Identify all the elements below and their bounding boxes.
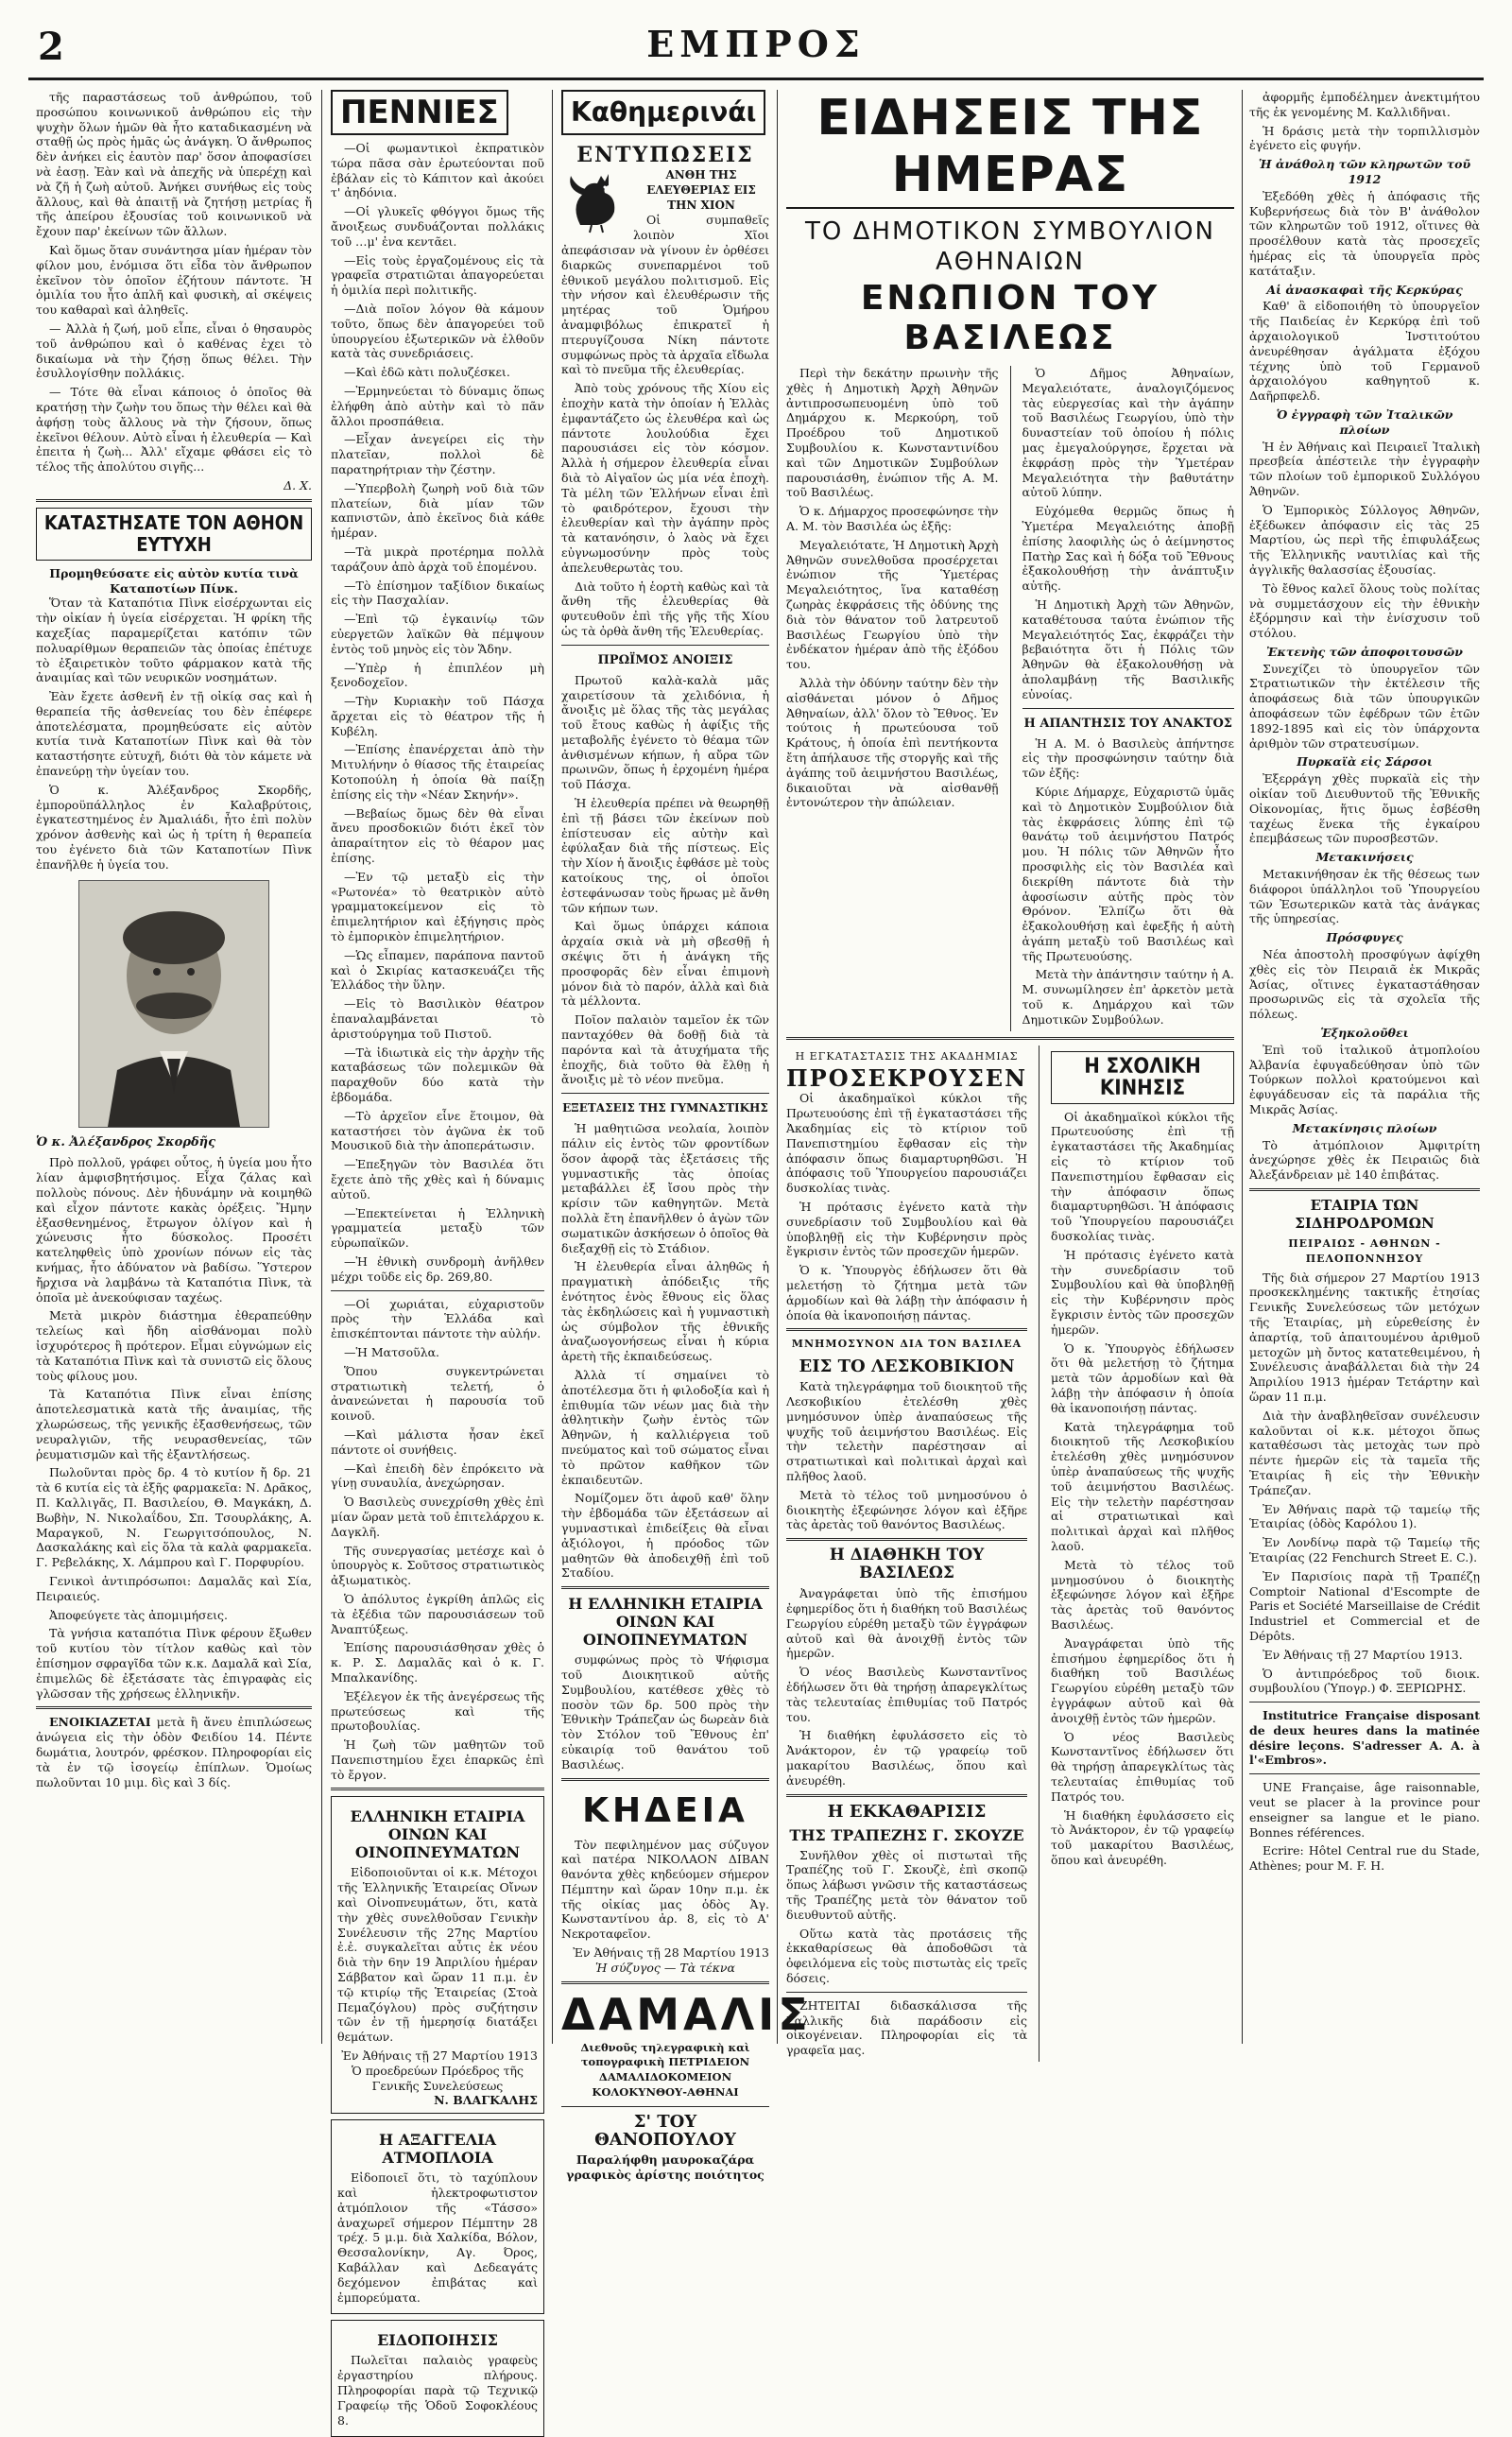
paragraph: Ἀπὸ τοὺς χρόνους τῆς Χίου εἰς ἐποχὴν κατὰ τὴν ὁποίαν ἡ Ἑλλὰς ἐμφαντάζετο ὡς ἐλευθέρα καὶ ὡς πάντοτε λουλούδια ἔχει παρουσιάσει εἰς τὸν κόσμον. Ἀλλὰ ἡ σήμερον ἐλευθερία εἶναι διὰ τὸ Αἰγαῖον ὡς μία νέα ἐποχὴ. Τὰ μέλη τῶν Ἑλλήνων εἶναι ἐπὶ τὸ φαιδρότερον, ἔχουσι τὴν ἐλευθερίαν καὶ τὴν ἀγάπην πρὸς τὰ κατανόησιν, ὁ λαὸς νὰ ἔχει εὐγνωμοσύνην πρὸς τοὺς ἀπελευθερωτὰς του. <box>561 381 769 575</box>
article-text <box>561 1121 769 1581</box>
column-3 <box>561 90 812 2182</box>
column-1 <box>36 90 312 2044</box>
paragraph: —Βεβαίως ὅμως δὲν θὰ εἶναι ἄνευ προσδοκιῶν διότι ἐκεῖ τὸν ἀπαραίτητον εἰς τὸ θέαρον μας ἐπίσης. <box>331 805 544 866</box>
paragraph: —Ἐπεξηγῶν τὸν Βασιλέα ὅτι ἔχετε ἀπὸ τῆς χθὲς καὶ ἡ δύναμις αὐτοῦ. <box>331 1157 544 1201</box>
paragraph: ἀφορμῆς ἐμποδέλημεν ἀνεκτιμήτου τῆς ἐκ γενομένης Μ. Καλλιδῆναι. <box>1249 90 1480 119</box>
paragraph: —Ἡ Ματσοῦλα. <box>344 1344 440 1359</box>
news-item-headline: Ὁ ἐγγραφὴ τῶν Ἰταλικῶν πλοίων <box>1276 406 1453 437</box>
paragraph: Ἀλλὰ τὴν ὀδύνην ταύτην δὲν τὴν αἰσθάνεται μόνον ὁ Δῆμος Ἀθηναίων, ἀλλ' ὅλον τὸ Ἔθνος. Ἐν τούτοις ἡ πρωτεύουσα τοῦ Κράτους, ἡ ὁποία ἐπὶ πεντήκοντα ἔτη ἀπήλαυσε τῆς στοργῆς καὶ τῆς ἀγάπης τοῦ ἀειμνήστου Βασιλέως, δικαιοῦται νὰ αἰσθανθῇ ἐντονώτερον τὴν ἀπώλειαν. <box>786 675 999 810</box>
divider <box>786 1328 1027 1331</box>
paragraph: — Ἀλλὰ ἡ ζωή, μοῦ εἶπε, εἶναι ὁ θησαυρὸς τοῦ ἀνθρώπου καὶ ὁ καθένας ἐχει τὸ δικαίωμα νὰ τὴν ζήσῃ ὅπως θέλει. Τὴν ἐσυλλογίσθην πολλάκις. <box>36 320 312 381</box>
paragraph: Τῆς διὰ σήμερον 27 Μαρτίου 1913 προσκεκλημένης τακτικῆς ἐτησίας Γενικῆς Συνελεύσεως τῶν μετόχων τῆς Ἑταιρίας, μὴ εὑρεθείσης ἐν ἀπαρτίᾳ, τοῦ ἀπαιτουμένου ἀριθμοῦ μετοχῶν μὴ ὄντος κατατεθειμένου, ἡ Συνέλευσις ἀναβάλλεται διὰ τὴν 24 Ἀπριλίου 1913 ἡμέραν Τετάρτην καὶ ὥραν 11 π.μ. <box>1249 1270 1480 1404</box>
paragraph: —Τὸ ἀρχεῖον εἶνε ἕτοιμον, θὰ καταστήσει τὸν ἀγῶνα ἐκ τοῦ Μουσικοῦ διὰ τὴν ἀποπεράτωσιν. <box>331 1108 544 1153</box>
ad-headline: ΕΛΛΗΝΙΚΗ ΕΤΑΙΡΙΑ ΟΙΝΩΝ ΚΑΙ ΟΙΝΟΠΝΕΥΜΑΤΩΝ <box>350 1807 525 1862</box>
paragraph: —Ἐπεκτείνεται ἡ Ἑλληνικὴ γραμματεία μεταξὺ τῶν εὐρωπαϊκῶν. <box>331 1205 544 1251</box>
article-headline: ΤΗΣ ΤΡΑΠΕΖΗΣ Γ. ΣΚΟΥΖΕ <box>789 1825 1024 1844</box>
ad-text <box>36 596 312 872</box>
funeral-notice-title: ΚΗΔΕΙΑ <box>582 1790 748 1830</box>
paragraph: Γενικοὶ ἀντιπρόσωποι: Δαμαλᾶς καὶ Σία, Πειραιεύς. <box>36 1573 312 1603</box>
paragraph: Ἀναγράφεται ὑπὸ τῆς ἐπισήμου ἐφημερίδος ὅτι ἡ διαθήκη τοῦ Βασιλέως Γεωργίου εὑρέθη μεταξὺ τῶν ἐγγράφων αὐτοῦ καὶ θὰ ἀνοιχθῇ ἐντὸς τῶν ἡμερῶν. <box>786 1586 1028 1661</box>
paragraph: Ἡ πρότασις ἐγένετο κατὰ τὴν συνεδρίασιν τοῦ Συμβουλίου καὶ θὰ ὑποβληθῇ εἰς τὴν Κυβέρνησιν πρὸς ἔγκρισιν ἐντὸς τῶν προσεχῶν ἡμερῶν. <box>786 1200 1028 1259</box>
paragraph: Ἡ ζωὴ τῶν μαθητῶν τοῦ Πανεπιστημίου ἔχει ἐπαρκῶς ἐπὶ τὸ ἔργον. <box>331 1737 544 1782</box>
column-4 <box>786 90 1234 2058</box>
news-item-text: Νέα ἀποστολὴ προσφύγων ἀφίχθη χθὲς εἰς τὸν Πειραιᾶ ἐκ Μικρᾶς Ἀσίας, οἵτινες ἐγκαταστάθησαν προσωρινῶς εἰς τὰ σχολεῖα τῆς πόλεως. <box>1249 947 1480 1022</box>
news-item-text: Συνεχίζει τὸ ὑπουργεῖον τῶν Στρατιωτικῶν τὴν ἐκτέλεσιν τῆς ἀποφάσεως διὰ τῶν ὑπουργικῶν ἀποφάσεων τῶν ἐφέδρων τῶν ἐτῶν 1892-1895 καὶ εἰς τὸν ὑπάρχοντα ἀριθμὸν τῶν στρατευσίμων. <box>1249 661 1480 751</box>
news-item-text: Ἐπὶ τοῦ ἰταλικοῦ ἀτμοπλοίου Ἀλβανία ἐφυγαδεύθησαν ὑπὸ τῶν Τούρκων πολλοὶ κρατούμενοι καὶ ἐφυγάδευσαν εἰς τὰ παράλια τῆς Μικρᾶς Ἀσίας. <box>1249 1042 1480 1116</box>
ad-signature-name: Ν. ΒΛΑΓΚΑΛΗΣ <box>434 2093 538 2108</box>
ad-text <box>1249 1270 1480 1532</box>
ad-text: Εἰδοποιεῖ ὅτι, τὸ ταχύπλουν καὶ ἠλεκτροφωτιστον ἀτμόπλοιον τῆς «Τάσσο» ἀναχωρεῖ σήμερον Πέμπτην 28 τρέχ. 5 μ.μ. διὰ Χαλκίδα, Βόλον, Θεσσαλονίκην, Αγ. Όρος, Καβάλλαν καὶ Δεδεαγάτς δεχόμενον ἐπιβάτας καὶ ἐμπορεύματα. <box>337 2170 538 2305</box>
paragraph: Μετὰ τὸ τέλος τοῦ μνημοσύνου ὁ διοικητὴς ἐξεφώνησε λόγον καὶ ἐξῆρε τὰς ἀρετὰς τοῦ θανόντος Βασιλέως. <box>786 1487 1028 1532</box>
paragraph: Μετὰ τὸ τέλος τοῦ μνημοσύνου ὁ διοικητὴς ἐξεφώνησε λόγον καὶ ἐξῆρε τὰς ἀρετὰς τοῦ θανόντος Βασιλέως. <box>1051 1557 1234 1632</box>
paragraph: —Εἶχαν ἀνεγείρει εἰς τὴν πλατεῖαν, πολλοὶ δὲ παρατηρήτριαν τὴν ζέστην. <box>331 432 544 476</box>
paragraph: Ἡ Δημοτικὴ Ἀρχὴ τῶν Ἀθηνῶν, καταθέτουσα ταύτα ἐνώπιον τῆς Μεγαλειότητός Σας, ἐκφράζει τὴν βεβαιότητα ὅτι ἡ Πόλις τῶν Ἀθηνῶν θὰ ἐξακολουθήσῃ νὰ ἀπολαμβάνῃ τῆς Βασιλικῆς εὐνοίας. <box>1022 596 1234 701</box>
paragraph: Κύριε Δήμαρχε, Εὐχαριστῶ ὑμᾶς καὶ τὸ Δημοτικὸν Συμβούλιον διὰ τὰς ἐκφράσεις λύπης ἐπὶ τῷ θανάτῳ τοῦ ἀειμνήστου Πατρός μου. Ἡ πόλις τῶν Ἀθηνῶν ἦτο προσφιλὴς εἰς τὸν Βασιλέα καὶ διεκρίθη πάντοτε διὰ τὴν ἀφοσίωσιν αὐτῆς πρὸς τὸν Θρόνον. Ἐλπίζω ὅτι θὰ ἐξακολουθήσῃ καὶ ἐφεξῆς ἡ αὐτὴ ἀγάπη μεταξὺ τοῦ Βασιλέως καὶ τῆς Πρωτευούσης. <box>1022 784 1234 963</box>
ad-text: Διεθνοῦς τηλεγραφικὴ καὶ τοπογραφικὴ ΠΕΤΡΙΔΕΙΟΝ ΔΑΜΑΛΙΔΟΚΟΜΕΙΟΝ ΚΟΛΟΚΥΝΘΟΥ-ΑΘΗΝΑΙ <box>580 2040 750 2100</box>
news-item-headline: Αἱ ἀνασκαφαὶ τῆς Κερκύρας <box>1266 282 1463 297</box>
divider <box>36 499 312 502</box>
ad-box <box>331 2119 544 2314</box>
paragraph: Ὁ Δῆμος Ἀθηναίων, Μεγαλειότατε, ἀναλογιζόμενος τὰς εὐεργεσίας καὶ τὴν ἀγάπην τοῦ Βασιλέως Γεωργίου, ὑπὸ τὴν δυναστείαν τοῦ ὁποίου ἡ πόλις μας ἐμεγαλούργησε, ἔρχεται νὰ ἐκφράσῃ πρὸς τὴν Ὑμετέραν Μεγαλειότητα τὴν βαθυτάτην αὐτοῦ λύπην. <box>1022 366 1234 500</box>
two-col-article <box>786 1046 1234 2062</box>
article-left <box>786 1046 1027 2062</box>
column-rule <box>1242 90 1243 2044</box>
paragraph: Ἐν Ἀθήναις παρὰ τῷ ταμείῳ τῆς Ἑταιρίας (ὁδὸς Καρόλου 1). <box>1249 1501 1480 1531</box>
column-text <box>331 1297 544 1783</box>
divider <box>786 1037 1234 1040</box>
ad-headline: ΕΙΔΟΠΟΙΗΣΙΣ <box>377 2331 498 2350</box>
paragraph: Περὶ τὴν δεκάτην πρωινὴν τῆς χθὲς ἡ Δημοτικὴ Ἀρχὴ Ἀθηνῶν ἀντιπροσωπευομένη ὑπὸ τοῦ Δημάρχου κ. Μερκούρη, τοῦ Προέδρου τοῦ Δημοτικοῦ Συμβουλίου κ. Κωνσταντινίδου καὶ τῶν Δημοτικῶν Συμβούλων παρουσιάσθη, ἐνώπιον τῆς Α. Μ. τοῦ Βασιλέως. <box>786 366 999 500</box>
section-subtitle: ΕΝΤΥΠΩΣΕΙΣ <box>576 143 754 167</box>
essay-signature: Δ. Χ. <box>284 477 312 493</box>
classified-fr: Ecrire: Hôtel Central rue du Stade, Athènes; pour M. F. H. <box>1249 1843 1480 1874</box>
article-text <box>786 1379 1027 1532</box>
essay-text <box>36 90 312 475</box>
paragraph: —Οἱ φωμαντικοὶ ἐκπρατικὸν τώρα πᾶσα σὰν ἐρωτεύονται ποῦ ἐβάλαν εἰς τὸ Κάπιτον καὶ ἀκούει τ' ἀηδόνια. <box>331 141 544 200</box>
divider <box>561 1586 769 1589</box>
column-text <box>331 141 544 1285</box>
news-item-headline: Μετακίνησις πλοίων <box>1292 1120 1437 1135</box>
paragraph: —Εἰς τοὺς ἐργαζομένους εἰς τὰ γραφεῖα στρατιῶται ἀπαγορεύεται ἡ ὁμιλία περὶ πολιτικῆς. <box>331 252 544 298</box>
paragraph: —Ἐρμηνεύεται τὸ δύναμις ὅπως ἐλήφθη ἀπὸ αὐτὴν καὶ τὸ πᾶν ἄλλοι προσπάθεια. <box>331 383 544 428</box>
two-col-article <box>786 366 1234 1031</box>
ad-headline: ΕΤΑΙΡΙΑ ΤΩΝ ΣΙΔΗΡΟΔΡΟΜΩΝ <box>1295 1196 1435 1232</box>
paragraph: — Τότε θὰ εἶναι κάποιος ὁ ὁποῖος θὰ κρατήσῃ τὴν ζωὴν του ὅπως τὴν θέλει καὶ θὰ ἀφήσῃ τοὺς ἄλλους νὰ τὴν ζήσουν, ὅπως ἐκεῖνοι θέλουν. Αὐτὸ εἶναι ἡ ἐλευθερία — Καὶ ἐπειτα ἡ ζωὴ... Ἀλλ' εἴχαμε φθάσει εἰς τὸ τέλος τῆς ἀπολύτου σιγῆς... <box>36 385 312 475</box>
article-kicker: ΜΝΗΜΟΣΥΝΟΝ ΔΙΑ ΤΟΝ ΒΑΣΙΛΕΑ <box>791 1338 1022 1351</box>
paragraph: Ἐν Παρισίοις παρὰ τῇ Τραπέζῃ Comptoir National d'Escompte de Paris et Société Marseillaise de Crédit Industriel et Commercial et de Dépôts. <box>1249 1568 1480 1643</box>
article-headline: Η ΑΠΑΝΤΗΣΙΣ ΤΟΥ ΑΝΑΚΤΟΣ <box>1023 716 1232 731</box>
paragraph: —Τὸ ἐπίσημον ταξίδιον δικαίως εἰς τὴν Πασχαλίαν. <box>331 578 544 608</box>
paragraph: Ὁ κ. Ὑπουργὸς ἐδήλωσεν ὅτι θὰ μελετήσῃ τὸ ζήτημα μετὰ τῶν ἁρμοδίων καὶ θὰ λάβῃ τὴν ἀπόφασιν ἡ ὁποία θὰ ἱκανοποιήσῃ πάντας. <box>786 1263 1028 1322</box>
paragraph: —Ἡ ἐθνικὴ συνδρομὴ ἀνῆλθεν μέχρι τοῦδε εἰς δρ. 269,80. <box>331 1253 544 1284</box>
portrait-image <box>78 880 269 1128</box>
paragraph: Οἱ συμπαθεῖς λοιπὸν Χῖοι ἀπεφάσισαν νὰ γίνουν ἐν ὀρθέσει διαρκῶς συνεπαρμένοι τοῦ ἐθνικοῦ μεγάλου πολιτισμοῦ. Εἰς τὴν νήσον καὶ ἐλευθέρωσιν τῆς μητέρας τοῦ Ὁμήρου ἀναμφιβόλως ἐπικρατεῖ ἡ πτερυγίζουσα Νίκη πάντοτε συμφώνως πρὸς τὰ ἀρχαῖα εἴδωλα καὶ τὸ πνεῦμα τῆς ἐλευθερίας. <box>561 213 769 377</box>
section-title: Καθημερινάι <box>561 90 765 135</box>
paragraph: Τὰ γνήσια καταπότια Πὶνκ φέρουν ἔξωθεν τοῦ κυτίου τὸν τίτλον καθὼς καὶ τὸν ἐπίσημον σφραγῖδα τῶν κ.κ. Δαμαλᾶ καὶ Σία, ἐπιμελῶς δὲ ἐξετάσατε τὰς ἐπιγραφὰς εἰς γλῶσσαν τῆς χρήσεως ἑλληνικῆν. <box>36 1626 312 1701</box>
article-headline: ΕΝΩΠΙΟΝ ΤΟΥ ΒΑΣΙΛΕΩΣ <box>860 279 1160 357</box>
divider <box>786 1794 1027 1797</box>
column-2 <box>331 90 544 2428</box>
divider <box>786 1992 1027 1993</box>
news-item-headline: Πρόσφυγες <box>1326 930 1403 945</box>
paragraph: —Ἐπὶ τῷ ἐγκαινίῳ τῶν εὐεργετῶν λαϊκῶν θὰ πέμψουν ἐντὸς τοῦ μηνὸς εἰς τὸν Ἅδην. <box>331 612 544 656</box>
paragraph: —Εἰς τὸ Βασιλικὸν θέατρον ἐπαναλαμβάνεται τὸ ἀριστούργημα τοῦ Πιστοῦ. <box>331 996 544 1041</box>
paragraph: Ἀλλὰ τί σημαίνει τὸ ἀποτέλεσμα ὅτι ἡ φιλοδοξία καὶ ἡ ἐπιθυμία τῶν νέων μας διὰ τὴν ἀθλητικὴν ζωὴν ἐντὸς τῶν Ἀθηνῶν, ἡ καλλιέργεια τοῦ πνεύματος καὶ τοῦ σώματος εἶναι τὸ πρῶτον καθῆκον τῶν ἐκπαιδευτῶν. <box>561 1367 769 1487</box>
paragraph: Κατὰ τηλεγράφημα τοῦ διοικητοῦ τῆς Λεσκοβικίου ἐτελέσθη χθὲς μνημόσυνον ὑπὲρ ἀναπαύσεως τῆς ψυχῆς τοῦ ἀειμνήστου Βασιλέως. Εἰς τὴν τελετὴν παρέστησαν αἱ στρατιωτικαὶ καὶ πολιτικαὶ ἀρχαὶ καὶ πλῆθος λαοῦ. <box>1051 1419 1234 1553</box>
funeral-notice-date: Ἐν Ἀθήναις τῇ 28 Μαρτίου 1913 <box>573 1945 769 1961</box>
article-text <box>1022 736 1235 1028</box>
article-text <box>1249 90 1480 153</box>
divider <box>1249 1773 1480 1774</box>
ad-text: Εἰδοποιοῦνται οἱ κ.κ. Μέτοχοι τῆς Ἑλληνικῆς Ἑταιρείας Οἴνων καὶ Οἰνοπνευμάτων, ὅτι, κατὰ τὴν χθὲς συνελθοῦσαν Γενικὴν Συνέλευσιν τῆς 27ης Μαρτίου ἐ.ἐ. συγκαλεῖται αὖτις ἐκ νέου διὰ τὴν 6ην 19 Ἀπριλίου ἡμέραν Σάββατον καὶ ὥραν 11 π.μ. ἐν τῷ κτιρίῳ τῆς Ἑταιρείας (Στοὰ Πεμαζόγλου) πρὸς συζήτησιν τῶν ἐν τῇ ἡμερησίᾳ διατάξει θεμάτων. <box>337 1865 538 2045</box>
divider <box>561 1093 769 1094</box>
paragraph: Ἡ Α. Μ. ὁ Βασιλεὺς ἀπήντησε εἰς τὴν προσφώνησιν ταύτην διὰ τῶν ἑξῆς: <box>1022 735 1234 781</box>
paragraph: Ἡ ἐλευθερία πρέπει νὰ θεωρηθῇ ἐπὶ τῇ βάσει τῶν ἐκείνων ποὺ ἐπίστευσαν εἰς αὐτὴν καὶ ἐφύλαξαν διὰ τῆς πίστεως. Εἰς τὴν Χίον ἡ ἄνοιξις ἐφθάσε μὲ τοὺς κατοίκους της, οἱ ὁποῖοι ἐστεφάνωσαν τοὺς ἥρωας μὲ ἄνθη τῶν κήπων των. <box>561 796 769 915</box>
news-item-text: Ἐξεδόθη χθὲς ἡ ἀπόφασις τῆς Κυβερνήσεως διὰ τὸν Β' ἀνάθολον τῶν κληρωτῶν τοῦ 1912, οἵτινες θὰ προσέλθουν κατὰ τὰς προσεχεῖς ἡμέρας εἰς τὰ ὑπουργεῖα πρὸς κατάταξιν. <box>1249 188 1480 278</box>
paragraph: —Διὰ ποῖον λόγον θὰ κάμουν τοῦτο, ὅπως δὲν ἀπαγορεύει τοῦ ὑπουργείου ἐξωτερικῶν νὰ ἐλθοῦν κατὰ τὰς συνεδριάσεις. <box>331 301 544 361</box>
paragraph: —Καὶ ἐδῶ κὰτι πολυζέσκει. <box>344 365 510 380</box>
paragraph: Καὶ ὅμως ὑπάρχει κάποια ἀρχαία σκιὰ νὰ μὴ σβεσθῇ ἡ σκέψις ὅτι ἡ ἀνάγκη τῆς προσφορᾶς δὲν εἶναι ἐπιμονὴ μόνον διὰ τὸ παρόν, ἀλλὰ καὶ διὰ τὰ μέλλοντα. <box>561 919 769 1009</box>
paragraph: Ὅπου συγκεντρώνεται στρατιωτικὴ τελετή, ὁ ἀνανεώνεται ἡ παρουσία τοῦ κοινοῦ. <box>331 1363 544 1424</box>
paragraph: —Ὑπερβολὴ ζωηρὴ νοῦ διὰ τῶν πλατείων, διὰ μίαν τῶν καπνιστῶν, ἀπὸ ἐκεῖνος διὰ κάθε ἡμέραν. <box>331 480 544 541</box>
paragraph: Τῆς συνεργασίας μετέσχε καὶ ὁ ὑπουργὸς κ. Σοῦτσος στρατιωτικὸς ἀξιωματικὸς. <box>331 1543 544 1588</box>
ad-box <box>331 1796 544 2114</box>
ad-text <box>1249 1535 1480 1696</box>
news-item-text: Τὸ ἔθνος καλεῖ ὅλους τοὺς πολίτας νὰ συμμετάσχουν εἰς τὴν ἐθνικὴν ἐξόρμησιν καὶ τὴν ἐνίσχυσιν τοῦ στόλου. <box>1249 580 1480 641</box>
paragraph: Ἡ διαθήκη ἐφυλάσσετο εἰς τὸ Ἀνάκτορον, ἐν τῷ γραφείῳ τοῦ μακαρίτου Βασιλέως, ὅπου καὶ ἀνευρέθη. <box>786 1728 1028 1788</box>
paragraph: Διὰ τοῦτο ἡ ἑορτὴ καθὼς καὶ τὰ ἄνθη τῆς ἐλευθερίας θὰ φυτευθοῦν ἐπὶ τῆς γῆς τῆς Χίου ὡς τὰ ὀρθὰ ἄνθη τῆς Ἐλευθερίας. <box>561 579 769 638</box>
ad-text: Πωλεῖται παλαιὸς γραφεὺς ἐργαστηρίου πλήρους. Πληροφορίαι παρὰ τῷ Τεχνικῷ Γραφείῳ τῆς Ὁδοῦ Σοφοκλέους 8. <box>337 2353 538 2428</box>
news-items <box>1249 157 1480 1183</box>
paragraph: Οἱ ἀκαδημαϊκοὶ κύκλοι τῆς Πρωτευούσης ἐπὶ τῇ ἐγκαταστάσει τῆς Ἀκαδημίας εἰς τὸ κτίριον τοῦ Πανεπιστημίου ἔφθασαν εἰς τὴν ἀπόφασιν ὅπως διαμαρτυρηθῶσι. Ἡ ἀπόφασις τοῦ Ὑπουργείου παρουσιάζει δυσκολίας τινὰς. <box>786 1091 1028 1196</box>
ad-text: συμφώνως πρὸς τὸ Ψήφισμα τοῦ Διοικητικοῦ αὐτῆς Συμβουλίου, κατέθεσε χθὲς τὸ ποσὸν τῶν δρ. 500 πρὸς τὴν Ἐθνικὴν Τράπεζαν ὡς δωρεὰν διὰ τὸν Στόλον τοῦ Ἔθνους ἐπ' εὐκαιρίᾳ τοῦ θανάτου τοῦ Βασιλέως. <box>561 1652 769 1772</box>
paragraph: Ἡ ἐλευθερία εἶναι ἀληθῶς ἡ πραγματικὴ ἀπόδειξις τῆς ἑνότητος ἑνὸς ἔθνους εἰς ὅλας τὰς ἐκδηλώσεις καὶ ἡ γυμναστικὴ ὡς σύμβολον τῆς ἐθνικῆς ἀναζωογονήσεως εἶναι ἡ κύρια ἀρετὴ τῆς ἐκπαιδεύσεως. <box>561 1259 769 1364</box>
paragraph: Ἀποφεύγετε τὰς ἀπομιμήσεις. <box>49 1607 228 1622</box>
paragraph: Νομίζομεν ὅτι ἀφοῦ καθ' ὅλην τὴν ἐβδομάδα τῶν ἐξετάσεων αἱ γυμναστικαὶ ἐπιδείξεις θὰ εἶναι ἀξιόλογοι, ἡ πρόοδος τῶν μαθητῶν θὰ ἀποδειχθῇ ἐπὶ τοῦ Σταδίου. <box>561 1491 769 1581</box>
paragraph: Ἡ δράσις μετὰ τὴν τορπιλλισμὸν ἐγένετο εἰς φυγήν. <box>1249 123 1480 153</box>
article-headline: ΤΟ ΔΗΜΟΤΙΚΟΝ ΣΥΜΒΟΥΛΙΟΝ ΑΘΗΝΑΙΩΝ <box>805 217 1215 276</box>
paragraph: —Καὶ μάλιστα ἦσαν ἐκεῖ πάντοτε οἱ συνήθεις. <box>331 1426 544 1457</box>
ad-date: Ἐν Ἀθήναις τῇ 27 Μαρτίου 1913 <box>341 2048 538 2064</box>
ad-headline: Σ' ΤΟΥ ΘΑΝΟΠΟΥΛΟΥ <box>594 2111 736 2150</box>
news-item-text: Ὁ Ἐμπορικὸς Σύλλογος Ἀθηνῶν, ἐξέδωκεν ἀπόφασιν εἰς τὰς 25 Μαρτίου, ὡς περὶ τῆς ἐπιφυλάξεως τῆς Ἑλληνικῆς ναυτιλίας καὶ τῆς ἀγγλικῆς θαλασσίας ἐξουσίας. <box>1249 502 1480 577</box>
paragraph: —Τὰ ἰδιωτικὰ εἰς τὴν ἀρχὴν τῆς καταβάσεως τῶν πολεμικῶν θὰ παραχθοῦν δύο κατὰ τὴν ἑβδομάδα. <box>331 1045 544 1105</box>
paragraph: Ὁ Βασιλεὺς συνεχρίσθη χθὲς ἐπὶ μίαν ὥραν μετὰ τοῦ ἐπιτελάρχου κ. Δαγκλῆ. <box>331 1495 544 1539</box>
paragraph: Ἐξέλεγον ἐκ τῆς ἀνεγέρσεως τῆς πρωτεύσεως καὶ τῆς πρωτοβουλίας. <box>331 1688 544 1734</box>
article-text-b <box>1022 366 1235 1031</box>
news-item-text: Καθ' ἃ εἰδοποιήθη τὸ ὑπουργεῖον τῆς Παιδείας ἐν Κερκύρᾳ ἐπὶ τοῦ ἀρχαιολογικοῦ Ἰνστιτούτου ἀνευρέθησαν ἀγάλματα ἐξόχου τέχνης ὑπὸ τοῦ Γερμανοῦ ἀρχαιολόγου καθηγητοῦ κ. Δαῆρπφελδ. <box>1249 299 1480 404</box>
divider <box>561 2106 769 2107</box>
article-headline: ΕΙΣ ΤΟ ΛΕΣΚΟΒΙΚΙΟΝ <box>799 1357 1015 1377</box>
paragraph: Μετὰ τὴν ἀπάντησιν ταύτην ἡ Α. Μ. συνωμίλησεν ἐπ' ἀρκετὸν μετὰ τοῦ κ. Δημάρχου καὶ τῶν Δημοτικῶν Συμβούλων. <box>1022 967 1234 1027</box>
ad-subhead: Προμηθεύσατε εἰς αὐτὸν κυτία τινὰ Καταποτίων Πίνκ. <box>49 565 299 596</box>
ad-headline: ΚΑΤΑΣΤΗΣΑΤΕ ΤΟΝ ΑΘΗΟΝ ΕΥΤΥΧΗ <box>36 508 312 561</box>
ad-headline: Η ΕΛΛΗΝΙΚΗ ΕΤΑΙΡΙΑ ΟΙΝΩΝ ΚΑΙ ΟΙΝΟΠΝΕΥΜΑΤΩΝ <box>568 1595 763 1650</box>
paragraph: Ὁ νέος Βασιλεὺς Κωνσταντῖνος ἐδήλωσεν ὅτι θὰ τηρήσῃ ἀπαρεγκλίτως τὰς τελευταίας ἐπιθυμίας τοῦ Πατρός του. <box>786 1665 1028 1724</box>
paragraph: Κατὰ τηλεγράφημα τοῦ διοικητοῦ τῆς Λεσκοβικίου ἐτελέσθη χθὲς μνημόσυνον ὑπὲρ ἀναπαύσεως τῆς ψυχῆς τοῦ ἀειμνήστου Βασιλέως. Εἰς τὴν τελετὴν παρέστησαν αἱ στρατιωτικαὶ καὶ πολιτικαὶ ἀρχαὶ καὶ πλῆθος λαοῦ. <box>786 1379 1028 1483</box>
classified-text: μετὰ ἢ ἄνευ ἐπιπλώσεως ἀνώγεια εἰς τὴν ὁδὸν Φειδίου 14. Πέντε δωμάτια, λουτρόν, φρέσκον. Πληροφορίαι εἰς τὰ ἐν τῷ ἰσογείῳ ἐπίπλων. Ὁμοίως πωλοῦνται 10 μιμ. δὶς καὶ 3 δίς. <box>36 1715 312 1789</box>
classified-fr: Institutrice Française disposant de deux heures dans la matinée désire leçons. S'adresser A. A. à l'«Embros». <box>1249 1708 1480 1768</box>
classified: ΖΗΤΕΙΤΑΙ διδασκάλισσα τῆς Γαλλικῆς διὰ παράδοσιν εἰς οἰκογένειαν. Πληροφορίαι εἰς τὰ γραφεῖα μας. <box>786 1997 1028 2058</box>
news-item-text: Ἐξερράγη χθὲς πυρκαϊὰ εἰς τὴν οἰκίαν τοῦ Διευθυντοῦ τῆς Ἐθνικῆς Οἰκονομίας, ἥτις ὅμως ἐσβέσθη ταχέως ἕνεκα τῆς ἐγκαίρου ἐπεμβάσεως τῶν πυροσβεστῶν. <box>1249 771 1480 846</box>
paragraph: Ὁ κ. Δήμαρχος προσεφώνησε τὴν Α. Μ. τὸν Βασιλέα ὡς ἑξῆς: <box>786 504 999 533</box>
article-headline: ΠΡΩΪΜΟΣ ΑΝΟΙΞΙΣ <box>597 652 733 667</box>
article-headline: Η ΔΙΑΘΗΚΗ ΤΟΥ ΒΑΣΙΛΕΩΣ <box>829 1546 985 1583</box>
classified <box>36 1715 312 1789</box>
paragraph: Τὰ Καταπότια Πὶνκ εἶναι ἐπίσης ἀποτελεσματικὰ κατὰ τῆς ἀναιμίας, τῆς χλωρώσεως, τῆς γενικῆς ἐξασθενήσεως, τῶν νευραλγιῶν, τῆς νευρασθενείας, τῶν ῥευματισμῶν καὶ τῆς ἐξαντλήσεως. <box>36 1387 312 1461</box>
paragraph: —Καὶ ἐπειδὴ δὲν ἐπρόκειτο νὰ γίνῃ συναυλία, ἀνεχώρησαν. <box>331 1460 544 1491</box>
news-item-headline: Πυρκαϊὰ εἰς Σάρσοι <box>1297 754 1433 769</box>
divider <box>561 645 769 646</box>
news-item-headline: Ἐκτενὴς τῶν ἀποφοιτουσῶν <box>1266 644 1463 659</box>
article-headline: ΠΡΟΣΕΚΡΟΥΣΕΝ <box>786 1064 1028 1093</box>
ad-box <box>331 2320 544 2437</box>
article-kicker: ΑΝΘΗ ΤΗΣ ΕΛΕΥΘΕΡΙΑΣ ΕΙΣ ΤΗΝ ΧΙΟΝ <box>646 168 756 212</box>
paragraph: —Τὰ μικρὰ προτέρημα πολλὰ ταράζουν ἀπὸ ἀρχὰ τοῦ ἑπομένου. <box>331 544 544 574</box>
section-banner: ΕΙΔΗΣΕΙΣ ΤΗΣ ΗΜΕΡΑΣ <box>786 90 1234 209</box>
divider <box>561 1981 769 1984</box>
paragraph: Πρὸ πολλοῦ, γράφει οὗτος, ἡ ὑγεία μου ἦτο λίαν ἀμφισβητήσιμος. Εἶχα ζάλας καὶ πολλοὺς πόνους. Δὲν ἠδυνάμην νὰ κοιμηθῶ καὶ εἶχον πάντοτε κακὰς ὀρέξεις. Ἤμην ἐξασθενημένος, ἔτρωγον ὀλίγον καὶ ἡ χώνευσις ἦτο δύσκολος. Προσέτι κατεληφθεὶς ὑπὸ χρονίων πόνων εἰς τὰς κνήμας, ἦτο ἀδύνατον νὰ βαδίσω. Ὕστερον ἤρχισα νὰ λαμβάνω τὰ Καταπότια Πὶνκ, τὰ ὁποῖα μὲ ἀνεκούφισαν ταχέως. <box>36 1155 312 1305</box>
portrait-caption: Ὁ κ. Ἀλέξανδρος Σκορδῆς <box>36 1134 216 1149</box>
column-5 <box>1249 90 1480 2044</box>
news-item-text: Μετακινήθησαν ἐκ τῆς θέσεως των διάφοροι ὑπάλληλοι τοῦ Ὑπουργείου τῶν Ἐσωτερικῶν κατὰ τὰς ἀνάγκας τῆς ὑπηρεσίας. <box>1249 867 1480 926</box>
paragraph: Ὁ νέος Βασιλεὺς Κωνσταντῖνος ἐδήλωσεν ὅτι θὰ τηρήσῃ ἀπαρεγκλίτως τὰς τελευταίας ἐπιθυμίας τοῦ Πατρός του. <box>1051 1729 1234 1804</box>
column-rule <box>321 90 322 2044</box>
article-text <box>786 1586 1027 1788</box>
paragraph: Ἐν Ἀθήναις τῇ 27 Μαρτίου 1913. <box>1263 1647 1463 1662</box>
rooster-icon <box>561 168 627 234</box>
classified-head: ΕΝΟΙΚΙΑΖΕΤΑΙ <box>49 1715 151 1730</box>
paragraph: Οὕτω κατὰ τὰς προτάσεις τῆς ἐκκαθαρίσεως θὰ ἀποδοθῶσι τὰ ὀφειλόμενα εἰς τοὺς πιστωτὰς εἰς τρεῖς δόσεις. <box>786 1926 1028 1985</box>
article-headline: Η ΕΚΚΑΘΑΡΙΣΙΣ <box>827 1801 987 1822</box>
paragraph: Μετὰ μικρὸν διάστημα ἐθεραπεύθην τελείως καὶ ἤδη αἰσθάνομαι πολὺ ἰσχυρότερος ἢ πρότερον. Εἶμαι εὐγνώμων εἰς τὰ Καταπότια Πὶνκ καὶ τὰ συνιστῶ εἰς ὅλους τοὺς φίλους μου. <box>36 1308 312 1383</box>
paragraph: Εὐχόμεθα θερμῶς ὅπως ἡ Ὑμετέρα Μεγαλειότης ἀποβῇ ἐπίσης λαοφιλὴς ὡς ὁ ἀείμνηστος Πατὴρ Σας καὶ ἡ δόξα τοῦ Ἔθνους ἐξακολουθήσῃ τὴν ἀνάπτυξιν αὐτῆς. <box>1022 504 1234 594</box>
paragraph: Ὁ κ. Ἀλέξανδρος Σκορδῆς, ἐμποροϋπάλληλος ἐν Καλαβρύτοις, ἐγκατεστημένος ἐν Ἀμαλιάδι, ἦτο ἐπὶ πολὺν χρόνον ἀσθενὴς καὶ ὡς ἡ τρίτη ἡ θεραπεία του ἐγένετο διὰ τῶν Καταποτίων Πὶνκ ἐπανῆλθε ἡ ὑγεία του. <box>36 782 312 872</box>
paragraph: Ὁ κ. Ὑπουργὸς ἐδήλωσεν ὅτι θὰ μελετήσῃ τὸ ζήτημα μετὰ τῶν ἁρμοδίων καὶ θὰ λάβῃ τὴν ἀπόφασιν ἡ ὁποία θὰ ἱκανοποιήσῃ πάντας. <box>1051 1340 1234 1415</box>
article-text <box>561 673 769 1088</box>
paragraph: Πωλοῦνται πρὸς δρ. 4 τὸ κυτίον ἤ δρ. 21 τὰ 6 κυτία εἰς τὰ ἑξῆς φαρμακεῖα: Ν. Δρᾶκος, Π. Καλλιγᾶς, Π. Βασιλείου, Θ. Μαγκάκη, Δ. Βωβὴν, Ν. Νικολαΐδου, Σπ. Τσουρλάκης, Α. Μαραγκοῦ, Ν. Γεωργιτσόπουλος, Ν. Δασκαλάκης καὶ εἰς ὅλα τὰ καλὰ φαρμακεῖα. Γ. Ρεβελάκης, Χ. Λάμπρου καὶ Γ. Πορφυρίου. <box>36 1465 312 1570</box>
paragraph: Μεγαλειότατε, Ἡ Δημοτικὴ Ἀρχὴ Ἀθηνῶν συνελθοῦσα προσέρχεται ἐνώπιον τῆς Ὑμετέρας Μεγαλειότητος, ἵνα καταθέσῃ ζωηρὰς ἐκφράσεις τῆς ὀδύνης της διὰ τὸν θάνατον τοῦ λατρευτοῦ Βασιλέως Γεωργίου ὑπὸ τὴν ἐνδέκατον ἡμέραν ἀπὸ τῆς ἐξόδου του. <box>786 537 999 672</box>
paragraph: —Ὡς εἶπαμεν, παράπονα παντοῦ καὶ ὁ Σκιρίας κατασκευάζει τῆς Ἑλλάδος τὴν ὕλην. <box>331 947 544 993</box>
divider <box>36 1706 312 1709</box>
article-right <box>1051 1046 1234 2062</box>
paragraph: —Οἱ χωριάται, εὐχαριστοῦν πρὸς τὴν Ἑλλάδα καὶ ἐπισκέπτονται πάντοτε τὴν αὐλήν. <box>331 1296 544 1341</box>
funeral-notice-signature: Ἡ σύζυγος — Τὰ τέκνα <box>595 1960 735 1975</box>
paragraph: —Οἱ γλυκεῖς φθόγγοι ὅμως τῆς ἄνοιξεως συνδυάζονται πολλάκις τοῦ …μ' ἐνα κεντᾶει. <box>331 204 544 249</box>
page-number: 2 <box>38 25 64 69</box>
paragraph: Ἐπίσης παρουσιάσθησαν χθὲς ὁ κ. Ρ. Σ. Δαμαλᾶς καὶ ὁ κ. Γ. Μπαλκανίδης. <box>331 1640 544 1685</box>
paragraph: Ἐὰν ἔχετε ἀσθενῆ ἐν τῇ οἰκίᾳ σας καὶ ἡ θεραπεία τῆς ἀσθενείας του δὲν ἐπέφερε ἀποτελέσματα, προμηθεύσατε εἰς αὐτὸν κυτία τινὰ Καταποτίων Πὶνκ καὶ θὰ τὸν καταστήσητε εὐτυχῆ, διότι θὰ τὸν κάμετε νὰ ἐπανεύρῃ τὴν ὑγείαν του. <box>36 689 312 779</box>
ad-text <box>36 1155 312 1701</box>
column-rule <box>777 90 778 2044</box>
paragraph: —Ὑπὲρ ἡ ἐπιπλέον μὴ ξενοδοχεῖον. <box>331 660 544 690</box>
news-item-headline: Ἑξηκολοῦθει <box>1320 1026 1409 1041</box>
article-text <box>1051 1110 1234 1868</box>
newspaper-title: ΕΜΠΡΟΣ <box>646 23 866 65</box>
paragraph: Ἀναγράφεται ὑπὸ τῆς ἐπισήμου ἐφημερίδος ὅτι ἡ διαθήκη τοῦ Βασιλέως Γεωργίου εὑρέθη μεταξὺ τῶν ἐγγράφων αὐτοῦ καὶ θὰ ἀνοιχθῇ ἐντὸς τῶν ἡμερῶν. <box>1051 1635 1234 1725</box>
classified-fr: UNE Française, âge raisonnable, veut se placer à la province pour enseigner sa langue et le piano. Bonnes références. <box>1249 1780 1480 1840</box>
paragraph: Ἡ πρότασις ἐγένετο κατὰ τὴν συνεδρίασιν τοῦ Συμβουλίου καὶ θὰ ὑποβληθῇ εἰς τὴν Κυβέρνησιν πρὸς ἔγκρισιν ἐντὸς τῶν προσεχῶν ἡμερῶν. <box>1051 1247 1234 1337</box>
divider <box>331 1290 544 1291</box>
divider <box>786 1538 1027 1541</box>
ad-text: Παραλήφθη μαυροκαζάρα γραφικὸς ἀρίστης ποιότητος <box>566 2152 765 2182</box>
paragraph: Ἐν Λονδίνῳ παρὰ τῷ Ταμείῳ τῆς Ἑταιρίας (22 Fenchurch Street E. C.). <box>1249 1535 1480 1564</box>
paragraph: Ὅταν τὰ Καταπότια Πὶνκ εἰσέρχωνται εἰς τὴν οἰκίαν ἡ ὑγεία εἰσέρχεται. Ἡ φρίκη τῆς καχεξίας παραμερίζεται κατόπιν τῶν πολυαρίθμων θεραπειῶν τὰς ὁποίας ἐπέτυχε τὸ ἐξαιρετικὸν τοῦτο φάρμακον κατὰ τῆς ἀναιμίας καὶ τῶν νευρικῶν νοσημάτων. <box>36 596 312 685</box>
paragraph: Καὶ ὅμως ὅταν συνάντησα μίαν ἡμέραν τὸν φίλον μου, ἐνόμισα ὅτι εἶδα τὸν ἄνθρωπον ἐκεῖνον τὸν ὁποῖον ἐζήτουν πάντοτε. Ἡ ὁμιλία του ἦτο ἁπλῆ καὶ φυσικὴ, αἱ σκέψεις του καθαραὶ καὶ ἀληθεῖς. <box>36 242 312 318</box>
section-title: ΠΕΝΝΙΕΣ <box>331 90 508 135</box>
paragraph: Ἡ μαθητιῶσα νεολαία, λοιπὸν πάλιν εἰς ἐντὸς τῶν φροντίδων ὅσον ἀφορᾷ τὰς ἐξετάσεις τῆς γυμναστικῆς τὰς ὁποίας μεταβάλλει ἐξ ἴσου πρὸς τὴν κρίσιν τῶν καθηγητῶν. Μετὰ πολλὰ ἔτη ἐπανῆλθεν ὁ ἀγὼν τῶν σωματικῶν ἀσκήσεων ὁ ὁποῖος θὰ διεξαχθῇ εἰς τὸ Στάδιον. <box>561 1121 769 1255</box>
paragraph: —Ἐν τῷ μεταξὺ εἰς τὴν «Ρωτονέα» τὸ θεατρικὸν αὐτὸ γραμματοκείμενον εἰς τὸ ἐπιμελητήριον καὶ ἐξήγησις πρὸς τὸ ἐμπορικὸν ἐπιμελητήριον. <box>331 869 544 944</box>
paragraph: —Ἐπίσης ἐπανέρχεται ἀπὸ τὴν Μιτυλήνην ὁ θίασος τῆς ἐταιρείας Κοτοπούλη ἡ ὁποία θὰ παίξῃ ἐπίσης εἰς τὴν «Νέαν Σκηνήν». <box>331 742 544 802</box>
news-item-text: Τὸ ἀτμόπλοιον Ἀμφιτρίτη ἀνεχώρησε χθὲς ἐκ Πειραιῶς διὰ Ἀλεξάνδρειαν μὲ 140 ἐπιβάτας. <box>1249 1137 1480 1183</box>
paragraph: Ὁ ἀντιπρόεδρος τοῦ διοικ. συμβουλίου (Ὑπογρ.) Φ. ΞΕΡΙΩΡΗΣ. <box>1249 1666 1480 1696</box>
article-text <box>1022 366 1235 702</box>
ad-brand: ΔΑΜΑΛΙΣ <box>561 1988 812 2040</box>
column-rule <box>1039 1046 1040 2062</box>
article-text <box>786 1091 1027 1322</box>
divider <box>561 1778 769 1781</box>
news-item-headline: Μετακινήσεις <box>1315 850 1414 865</box>
news-item-text: Ἡ ἐν Ἀθήναις καὶ Πειραιεῖ Ἰταλικὴ πρεσβεία ἀπέστειλε τὴν ἐγγραφὴν τῶν πλοίων τοῦ ἐμπορικοῦ Συλλόγου Ἀθηνῶν. <box>1249 439 1480 498</box>
column-rule <box>1010 366 1011 1031</box>
news-item-headline: Ἡ ἀνάθολη τῶν κληρωτῶν τοῦ 1912 <box>1258 157 1471 186</box>
paragraph: Ποῖον παλαιὸν ταμεῖον ἐκ τῶν πανταχόθεν θὰ δοθῇ διὰ τὰ παρόντα καὶ τὰ ἀτυχήματα τῆς ἐποχῆς, διὰ τοῦτο θὰ ἔλθῃ ἡ ἄνοιξις μὲ τὸ νέον πνεῦμα. <box>561 1012 769 1087</box>
masthead <box>28 21 1484 80</box>
divider <box>1249 1188 1480 1191</box>
paragraph: τῆς παραστάσεως τοῦ ἀνθρώπου, τοῦ προσώπου κοινωνικοῦ ἀνθρώπου εἰς τὴν ψυχὴν ὅλων ἡμῶν θὰ ἦτο καταδικασμένη νὰ σταθῇ ὡς πρὸς ἡμᾶς ὡς ἀνάγκη. Ὁ ἄνθρωπος δὲν ἀνήκει εἰς ἑαυτὸν παρ' ὅσον ἀποφασίσει νὰ ἐασῃ. Ἐὰν καὶ νὰ ἀπεχῆς νὰ ὑπερέχῃ καὶ νὰ ζῆ ἡ ζωὴ αὐτοῦ. Ἀνήκει συνήθως εἰς τοὺς ἄλλους, καὶ θὰ ἀπαιτῇ νὰ ζητήσῃ μετρίας ἤ τῆς ἀπείρου ἐξουσίας τοῦ κοινωνικοῦ νὰ ἔχουν παρ' ἐκείνων τῶν ἄλλων. <box>36 90 312 239</box>
paragraph: Ὁ ἀπόλυτος ἐγκρίθη ἁπλῶς εἰς τὰ ἐξέδια τῶν παρουσιάσεων τοῦ Ἀναπτύξεως. <box>331 1591 544 1636</box>
article-text <box>786 366 999 1031</box>
paragraph: Διὰ τὴν ἀναβληθεῖσαν συνέλευσιν καλοῦνται οἱ κ.κ. μέτοχοι ὅπως καταθέσωσι τὰς μετοχὰς των πρὸ πέντε ἡμερῶν εἰς τὰ ταμεῖα τῆς Ἑταιρίας ἢ εἰς τὴν Ἐθνικὴν Τράπεζαν. <box>1249 1408 1480 1497</box>
paragraph: Πρωτοῦ καλὰ-καλὰ μᾶς χαιρετίσουν τὰ χελιδόνια, ἡ ἄνοιξις μὲ ὅλας τῆς τὰς μεγάλας τοῦ ἔτους καθὼς ἡ ἀφίξις τῆς μεταβολῆς ἐγένετο τὸ θέαμα τῶν ἀνθισμένων κήπων, ἡ αὔρα τῶν πρωινῶν, ὅπως ἡ ἐρχομένη ἡμέρα τοῦ Πάσχα. <box>561 672 769 792</box>
funeral-notice-text: Τὸν πεφιλημένον μας σύζυγον καὶ πατέρα ΝΙΚΟΛΑΟΝ ΔΙΒΑΝ θανόντα χθὲς κηδεύομεν σήμερον Πέμπτην καὶ ὥραν 10ην π.μ. ἐκ τῆς οἰκίας μας ὁδὸς Ἀγ. Κωνσταντίνου ἀρ. 8, εἰς τὸ Α' Νεκροταφεῖον. <box>561 1837 769 1942</box>
divider <box>331 1788 544 1790</box>
article-kicker: Η ΕΓΚΑΤΑΣΤΑΣΙΣ ΤΗΣ ΑΚΑΔΗΜΙΑΣ <box>795 1049 1019 1063</box>
ad-headline: Η ΑΞΑΓΓΕΛΙΑ ΑΤΜΟΠΛΟΙΑ <box>379 2131 496 2168</box>
ad-signature-role: Ὁ προεδρεύων Πρόεδρος τῆς Γενικῆς Συνελεύσεως <box>351 2063 524 2093</box>
paragraph: Ἡ διαθήκη ἐφυλάσσετο εἰς τὸ Ἀνάκτορον, ἐν τῷ γραφείῳ τοῦ μακαρίτου Βασιλέως, ὅπου καὶ ἀνευρέθη. <box>1051 1807 1234 1867</box>
divider <box>1022 708 1235 709</box>
article-headline-box: Η ΣΧΟΛΙΚΗ ΚΙΝΗΣΙΣ <box>1051 1051 1234 1104</box>
column-rule <box>552 90 553 2044</box>
article-headline: ΕΞΕΤΑΣΕΙΣ ΤΗΣ ΓΥΜΝΑΣΤΙΚΗΣ <box>562 1101 768 1115</box>
article-text <box>786 1848 1027 1986</box>
article-text <box>561 213 769 638</box>
paragraph: Συνῆλθον χθὲς οἱ πιστωταὶ τῆς Τραπέζης τοῦ Γ. Σκουζὲ, ἐπὶ σκοπῷ ὅπως λάβωσι γνῶσιν τῆς καταστάσεως τῆς Τραπέζης μετὰ τὸν θάνατον τοῦ διευθυντοῦ αὐτῆς. <box>786 1847 1028 1922</box>
paragraph: Οἱ ἀκαδημαϊκοὶ κύκλοι τῆς Πρωτευούσης ἐπὶ τῇ ἐγκαταστάσει τῆς Ἀκαδημίας εἰς τὸ κτίριον τοῦ Πανεπιστημίου ἔφθασαν εἰς τὴν ἀπόφασιν ὅπως διαμαρτυρηθῶσι. Ἡ ἀπόφασις τοῦ Ὑπουργείου παρουσιάζει δυσκολίας τινὰς. <box>1051 1109 1234 1244</box>
paragraph: —Τὴν Κυριακὴν τοῦ Πάσχα ἄρχεται εἰς τὸ θέατρον τῆς ἡ Κυβέλη. <box>331 694 544 738</box>
ad-subheadline: ΠΕΙΡΑΙΩΣ - ΑΘΗΝΩΝ - ΠΕΛΟΠΟΝΝΗΣΟΥ <box>1288 1236 1441 1265</box>
